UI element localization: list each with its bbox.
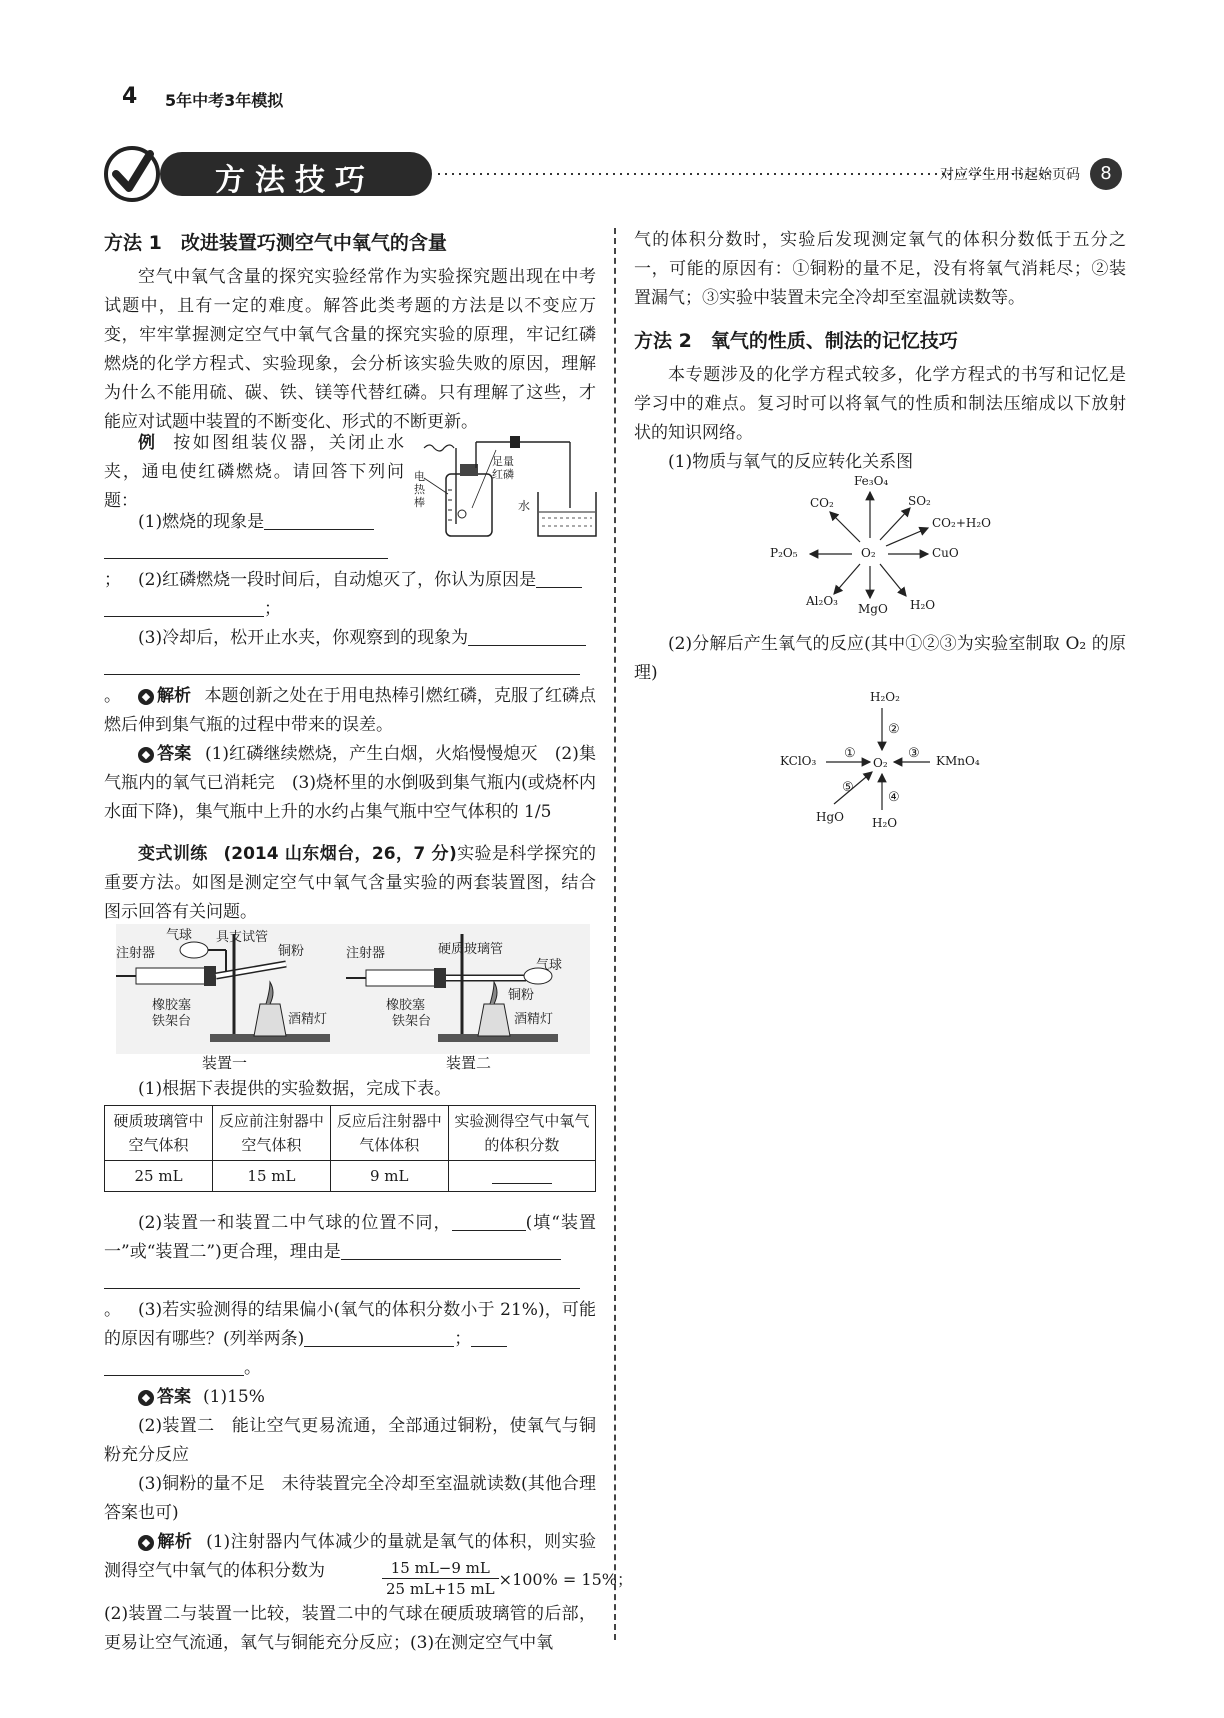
variant-question-3: (3)若实验测得的结果偏小(氧气的体积分数小于 21%)，可能的原因有哪些？(列举两条) ； (104, 1300, 596, 1349)
answer2-tag (138, 1387, 191, 1407)
device-2-caption: 装置二 (446, 1054, 492, 1072)
table-header-cell: 实验测得空气中氧气的体积分数 (448, 1106, 595, 1161)
table-header-row (105, 1106, 596, 1161)
diagram1-node: H₂O (910, 598, 936, 612)
variant-question-2-line2: 。 (104, 1267, 596, 1325)
tag-icon: ◆ (138, 747, 154, 763)
d1-lamp-label: 酒精灯 (288, 1012, 328, 1027)
question-3-line2: 。 (104, 653, 596, 711)
answer2-block (104, 1383, 596, 1528)
table-header-cell: 硬质玻璃管中空气体积 (105, 1106, 213, 1161)
question-1 (104, 508, 404, 537)
variant-text: 实验是科学探究的重要方法。如图是测定空气中氧气含量实验的两套装置图，结合图示回答有关问题。 (104, 844, 597, 922)
variant-question-3-line2: 。 (104, 1354, 596, 1383)
table-header-cell: 反应后注射器中气体体积 (330, 1106, 448, 1161)
variant-question-2 (104, 1209, 596, 1267)
diagram2-bottom: H₂O (872, 816, 898, 830)
d1-tube-label: 具支试管 (216, 930, 269, 945)
question-2-text: (2)红磷燃烧一段时间后，自动熄灭了，你认为原因是 (138, 570, 537, 590)
fraction-denominator: 25 mL+15 mL (386, 1580, 495, 1598)
diagram1-node: CO₂ (810, 496, 834, 510)
method2-sub2-text: (2)分解后产生氧气的反应(其中①②③为实验室制取 O₂ 的原理) (634, 634, 1126, 683)
diagram1-node: SO₂ (908, 494, 931, 508)
table-row (105, 1161, 596, 1192)
fig-label-water: 水 (518, 499, 531, 513)
diagram2-num-5: ⑤ (842, 780, 854, 795)
fraction-tail: ×100% = 15%； (498, 1570, 633, 1589)
oxygen-reaction-diagram (760, 470, 1000, 620)
analysis-tag (138, 686, 191, 706)
answer-blank[interactable] (492, 1169, 552, 1184)
fig-label-rod: 电热棒 (414, 470, 425, 509)
answer-block (104, 740, 596, 827)
table-intro (104, 1075, 596, 1104)
diagram1-node: CuO (932, 546, 959, 560)
answer2-part2: (2)装置二 能让空气更易流通，全部通过铜粉，使氧气与铜粉充分反应 (104, 1416, 596, 1465)
d2-lamp-label: 酒精灯 (514, 1012, 554, 1027)
tag-icon: ◆ (138, 1390, 154, 1406)
d1-stand-label: 铁架台 (152, 1014, 192, 1029)
vq2-text-a: (2)装置一和装置二中气球的位置不同， (138, 1213, 452, 1233)
d2-stopper-label: 橡胶塞 (386, 998, 426, 1013)
diagram2-bottom-left: HgO (816, 810, 844, 824)
analysis2-text-a: (1)注射器内气体减少的量就是氧气的体积，则实验测得空气中氧气的体积分数为 (104, 1532, 596, 1581)
d1-stopper-label: 橡胶塞 (152, 998, 192, 1013)
answer-blank[interactable] (468, 627, 586, 646)
devices-figure (116, 924, 590, 1054)
table-cell: 25 mL (105, 1161, 213, 1192)
method1-intro: 空气中氧气含量的探究实验经常作为实验探究题出现在中考试题中，且有一定的难度。解答此类考题的方法是以不变应万变，牢牢掌握测定空气中氧气含量的探究实验的原理，牢记红磷燃烧的化学方程式、实验现象，会分析该实验失败的原因，理解为什么不能用硫、碳、铁、镁等代替红磷。只有理解了这些，才能应对试题中装置的不断变化、形式的不断更新。 (104, 267, 596, 432)
table-cell: 9 mL (330, 1161, 448, 1192)
diagram1-node: P₂O₅ (770, 546, 798, 560)
book-title: 5年中考3年模拟 (165, 91, 284, 110)
page-number: 4 (122, 84, 138, 109)
question-1-text: (1)燃烧的现象是 (138, 512, 265, 532)
method2-heading: 方法 2 氧气的性质、制法的记忆技巧 (634, 330, 958, 352)
example-block (104, 429, 404, 516)
d2-balloon-label: 气球 (536, 958, 563, 973)
table-header-cell: 反应前注射器中空气体积 (213, 1106, 331, 1161)
oxygen-production-diagram (780, 686, 980, 836)
variant-block (104, 840, 596, 927)
diagram2-center: O₂ (873, 756, 888, 770)
vq3-text: (3)若实验测得的结果偏小(氧气的体积分数小于 21%)，可能的原因有哪些？(列举两条) (104, 1300, 596, 1349)
diagram2-top: H₂O₂ (870, 690, 900, 704)
answer-blank[interactable] (341, 1241, 561, 1260)
answer2-label: 答案 (157, 1387, 191, 1407)
answer-blank[interactable] (304, 1328, 454, 1347)
analysis-label: 解析 (157, 686, 192, 706)
d2-stand-label: 铁架台 (392, 1014, 432, 1029)
answer-blank[interactable] (104, 1357, 244, 1376)
question-3-text: (3)冷却后，松开止水夹，你观察到的现象为 (138, 628, 469, 648)
analysis2-tag (138, 1532, 192, 1552)
answer-blank[interactable] (104, 540, 388, 559)
question-1-line2: ； (104, 537, 404, 595)
fraction-numerator: 15 mL−9 mL (382, 1558, 499, 1579)
example-text: 按如图组装仪器，关闭止水夹，通电使红磷燃烧。请回答下列问题： (104, 433, 405, 511)
example-apparatus-figure (412, 428, 602, 542)
d2-tube-label: 硬质玻璃管 (438, 942, 504, 957)
fig-label-phosphorus: 足量红磷 (492, 455, 514, 481)
tag-icon: ◆ (138, 1535, 154, 1551)
vq2-text-b: (填“装置一”或“装置二”)更合理，理由是 (104, 1213, 596, 1262)
analysis-text: 本题创新之处在于用电热棒引燃红磷，克服了红磷点燃后伸到集气瓶的过程中带来的误差。 (104, 686, 597, 735)
example-label: 例 (138, 433, 158, 453)
fraction (382, 1558, 499, 1599)
diagram1-node: Al₂O₃ (806, 594, 838, 608)
analysis-block (104, 682, 596, 740)
banner-right-text: 对应学生用书起始页码 (940, 167, 1080, 183)
question-3 (104, 624, 596, 653)
d2-copper-label: 铜粉 (508, 988, 535, 1003)
answer-tag (138, 744, 191, 764)
diagram2-right: KMnO₄ (936, 754, 980, 768)
variant-source: (2014 山东烟台，26，7 分) (223, 844, 457, 864)
variant-label: 变式训练 (138, 844, 208, 864)
method2-sub2 (634, 630, 1126, 688)
answer-blank[interactable] (536, 569, 582, 588)
analysis2-label: 解析 (157, 1532, 193, 1552)
diagram2-num-1: ① (844, 746, 856, 761)
diagram1-node: CO₂+H₂O (932, 516, 991, 530)
diagram2-left: KClO₃ (780, 754, 817, 768)
analysis2-text-b: (2)装置二与装置一比较，装置二中的气球在硬质玻璃管的后部，更易让空气流通，氧气与铜能充分反应；(3)在测定空气中氧 (104, 1604, 596, 1653)
right-continuation: 气的体积分数时，实验后发现测定氧气的体积分数低于五分之一，可能的原因有：①铜粉的量不足，没有将氧气消耗尽；②装置漏气；③实验中装置未完全冷却至室温就读数等。 (634, 230, 1126, 308)
method2-intro: 本专题涉及的化学方程式较多，化学方程式的书写和记忆是学习中的难点。复习时可以将氧气的性质和制法压缩成以下放射状的知识网络。 (634, 365, 1126, 443)
answer-blank[interactable] (104, 598, 264, 617)
answer-text: (1)红磷继续燃烧，产生白烟，火焰慢慢熄灭 (2)集气瓶内的氧气已消耗完 (3)烧杯里的水倒吸到集气瓶内(或烧杯内水面下降)，集气瓶中上升的水约占集气瓶中空气体积的 1/5 (104, 744, 597, 822)
answer2-part1: (1)15% (203, 1387, 265, 1407)
banner-page-badge: 8 (1090, 158, 1122, 190)
data-table (104, 1105, 596, 1192)
d1-syringe-label: 注射器 (116, 946, 156, 961)
diagram1-node: MgO (858, 602, 888, 616)
column-divider (614, 228, 616, 1640)
diagram1-arrows (760, 470, 1000, 620)
answer-blank[interactable] (104, 656, 580, 675)
answer-label: 答案 (157, 744, 192, 764)
answer-blank[interactable] (104, 1270, 580, 1289)
d1-copper-label: 铜粉 (278, 944, 305, 959)
diagram2-num-4: ④ (888, 790, 900, 805)
d1-balloon-label: 气球 (166, 928, 193, 943)
question-2-line2: ； (104, 595, 404, 624)
answer-blank[interactable] (471, 1328, 507, 1347)
table-answer-cell[interactable] (448, 1161, 595, 1192)
method2-sub1: (1)物质与氧气的反应转化关系图 (668, 452, 914, 472)
answer-blank[interactable] (452, 1212, 526, 1231)
answer-blank[interactable] (264, 511, 374, 530)
diagram1-center: O₂ (861, 546, 876, 560)
tag-icon: ◆ (138, 689, 154, 705)
table-intro-text: (1)根据下表提供的实验数据，完成下表。 (138, 1079, 452, 1099)
formula (382, 1558, 633, 1599)
method1-heading: 方法 1 改进装置巧测空气中氧气的含量 (104, 232, 447, 254)
diagram2-num-2: ② (888, 722, 900, 737)
table-cell: 15 mL (213, 1161, 331, 1192)
device-1-caption: 装置一 (202, 1054, 248, 1072)
banner-title: 方法技巧 (215, 163, 375, 198)
d2-syringe-label: 注射器 (346, 946, 386, 961)
diagram1-node: Fe₃O₄ (854, 474, 889, 488)
question-2 (104, 566, 596, 595)
diagram2-num-3: ③ (908, 746, 920, 761)
section-banner (102, 144, 1122, 204)
answer2-part3: (3)铜粉的量不足 未待装置完全冷却至室温就读数(其他合理答案也可) (104, 1474, 596, 1523)
